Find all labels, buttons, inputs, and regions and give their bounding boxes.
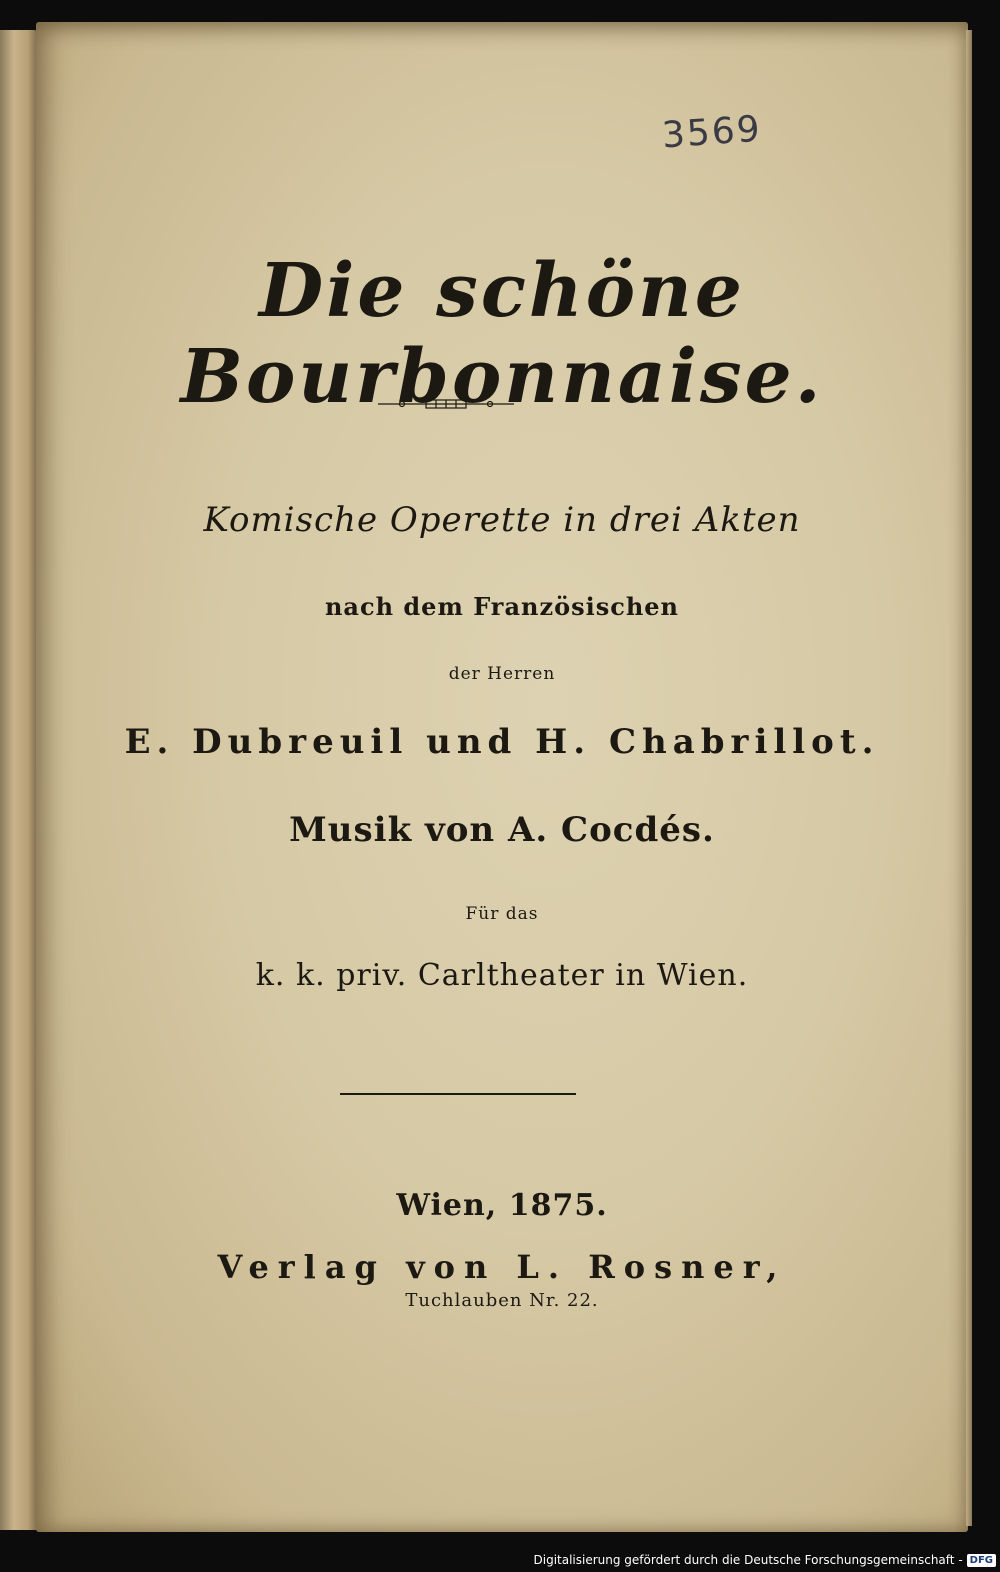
digitization-footer: [534, 1550, 997, 1570]
theater-line: k. k. priv. Carltheater in Wien.: [255, 958, 749, 993]
shelfmark-annotation: 3569: [660, 108, 763, 157]
place-year: Wien, 1875.: [396, 1188, 608, 1223]
footer-credit: Digitalisierung gefördert durch die Deutsche Forschungsgemeinschaft -: [533, 1553, 963, 1567]
music-credit: Musik von A. Cocdés.: [289, 810, 715, 850]
book-binding-left: [0, 30, 40, 1530]
subtitle: Komische Operette in drei Akten: [203, 500, 801, 540]
der-herren-line: der Herren: [448, 664, 556, 684]
horizontal-rule: [340, 1093, 576, 1095]
publisher-line: Verlag von L. Rosner,: [217, 1248, 787, 1286]
book-title: Die schöne Bourbonnaise.: [180, 248, 824, 420]
publisher-address: Tuchlauben Nr. 22.: [405, 1290, 599, 1311]
dfg-logo: DFG: [967, 1554, 996, 1567]
authors-line: E. Dubreuil und H. Chabrillot.: [124, 722, 880, 762]
ornament-divider-icon: [378, 396, 514, 412]
fuer-das-line: Für das: [465, 904, 539, 924]
after-source-line: nach dem Französischen: [324, 592, 680, 621]
